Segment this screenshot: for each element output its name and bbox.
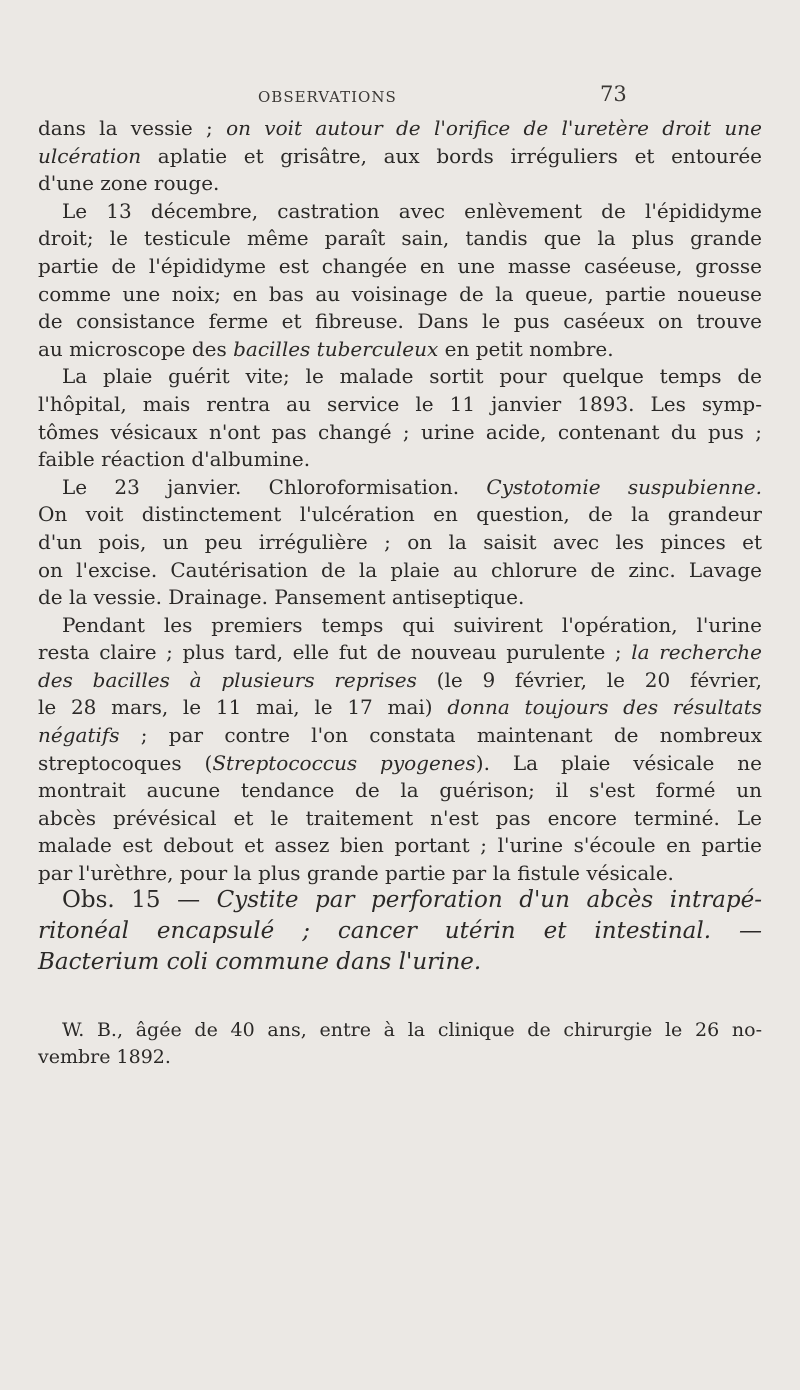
paragraph-3: La plaie guérit vite; le malade sortit pour quelque temps de l'hôpital, mais rentra au service le 11 janvier 1893. Les symp- tômes vésicaux n'ont pas changé ; urine acide, contenant du pus ; faible réaction d'albumine. [38,364,762,472]
page-number: 73 [600,82,627,106]
running-title: OBSERVATIONS [258,88,397,106]
observation-14-continuation [38,115,762,888]
paragraph-2: Le 13 décembre, castration avec enlèvement de l'épididyme droit; le testicule même paraît sain, tandis que la plus grande partie de l'épididyme est changée en une masse caséeuse, grosse comme une noix; en bas au voisinage de la queue, partie noueuse de consistance ferme et fibreuse. Dans le pus caséeux on trouve au microscope des bacilles tuberculeux en petit nombre. [38,198,762,361]
paragraph-5: Pendant les premiers temps qui suivirent l'opération, l'urine resta claire ; plus tard, elle fut de nouveau purulente ; la recherche des bacilles à plusieurs reprises (le 9 février, le 20 février, le 28 mars, le 11 mai, le 17 mai) donna toujours des résultats négatifs ; par contre l'on constata maintenant de nombreux streptocoques (Streptococcus pyogenes). La plaie vésicale ne montrait aucune tendance de la guérison; il s'est formé un abcès prévésical et le traitement n'est pas encore terminé. Le malade est debout et assez bien portant ; l'urine s'écoule en partie par l'urèthre, pour la plus grande partie par la fistule vésicale. [38,612,763,886]
observation-label: Obs. 15 [62,887,161,913]
observation-15-text: W. B., âgée de 40 ans, entre à la clinique de chirurgie le 26 no- vembre 1892. [38,1019,762,1068]
observation-15-heading: Obs. 15 — Cystite par perforation d'un abcès intrapé- ritonéal encapsulé ; cancer utérin et intestinal. — Bacterium coli commune dans l'urine. [38,887,763,975]
paragraph-1: dans la vessie ; on voit autour de l'orifice de l'uretère droit une ulcération aplatie et grisâtre, aux bords irréguliers et entourée d'une zone rouge. [38,116,762,196]
paragraph-4: Le 23 janvier. Chloroformisation. Cystotomie suspubienne. On voit distinctement l'ulcération en question, de la grandeur d'un pois, un peu irrégulière ; on la saisit avec les pinces et on l'excise. Cautérisation de la plaie au chlorure de zinc. Lavage de la vessie. Drainage. Pansement antiseptique. [38,474,762,610]
